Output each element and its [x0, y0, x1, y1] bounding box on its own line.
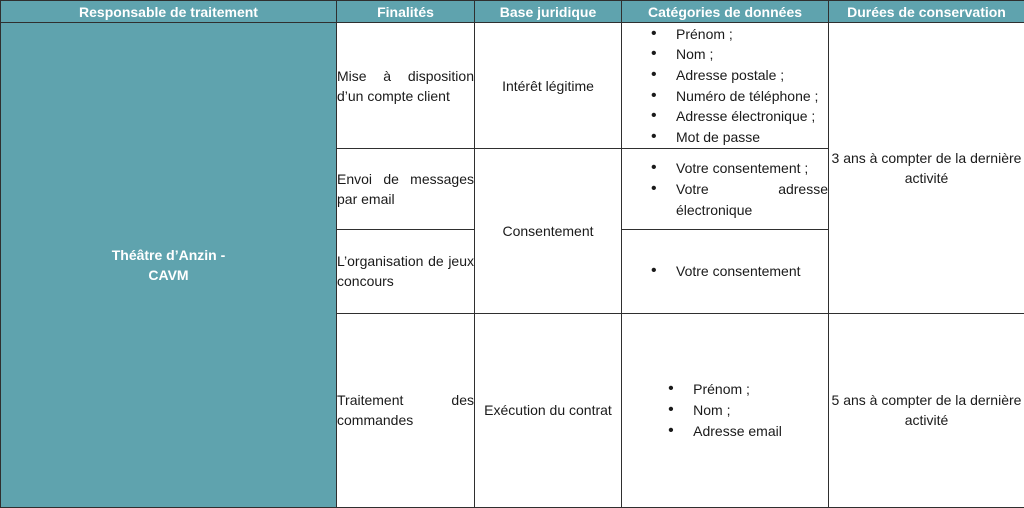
list-item: • Adresse postale ;: [622, 65, 828, 86]
data-categories-cell: [622, 149, 829, 230]
list-item: • Votre consentement ;: [622, 158, 828, 179]
data-categories-cell: [622, 23, 829, 149]
header-data-categories: Catégories de données: [622, 1, 829, 23]
controller-name: Théâtre d’Anzin -: [111, 247, 226, 263]
header-legal-basis: Base juridique: [475, 1, 622, 23]
list-item: • Nom ;: [622, 44, 828, 65]
data-categories-list: [622, 24, 828, 148]
purpose-cell: L’organisation de jeux concours: [337, 230, 475, 313]
retention-cell: 5 ans à compter de la dernière activité: [829, 313, 1024, 507]
list-item: • Votre adresse électronique: [622, 179, 828, 220]
purpose-cell: Traitement des commandes: [337, 313, 475, 507]
legal-basis-cell: Exécution du contrat: [475, 313, 622, 507]
list-item: • Prénom ;: [622, 24, 828, 45]
header-row: [1, 1, 1024, 23]
data-categories-cell: [622, 313, 829, 507]
purpose-cell: Mise à disposition d’un compte client: [337, 23, 475, 149]
data-categories-cell: [622, 230, 829, 313]
list-item: • Votre consentement: [622, 261, 828, 282]
header-controller: Responsable de traitement: [1, 1, 337, 23]
list-item: • Prénom ;: [668, 379, 782, 400]
list-item: • Adresse email: [668, 421, 782, 442]
header-purposes: Finalités: [337, 1, 475, 23]
legal-basis-cell: Consentement: [475, 149, 622, 313]
data-categories-list: [622, 261, 828, 282]
list-item: • Nom ;: [668, 400, 782, 421]
purpose-cell: Envoi de messages par email: [337, 149, 475, 230]
list-item: • Numéro de téléphone ;: [622, 86, 828, 107]
header-retention: Durées de conservation: [829, 1, 1024, 23]
data-categories-list: [622, 158, 828, 220]
list-item: • Adresse électronique ;: [622, 106, 828, 127]
data-categories-list: [668, 379, 782, 441]
retention-cell: 3 ans à compter de la dernière activité: [829, 23, 1024, 314]
controller-abbreviation: CAVM: [148, 267, 189, 283]
list-item: • Mot de passe: [622, 127, 828, 148]
legal-basis-cell: Intérêt légitime: [475, 23, 622, 149]
table-row: [1, 23, 1024, 149]
controller-cell: [1, 23, 337, 508]
